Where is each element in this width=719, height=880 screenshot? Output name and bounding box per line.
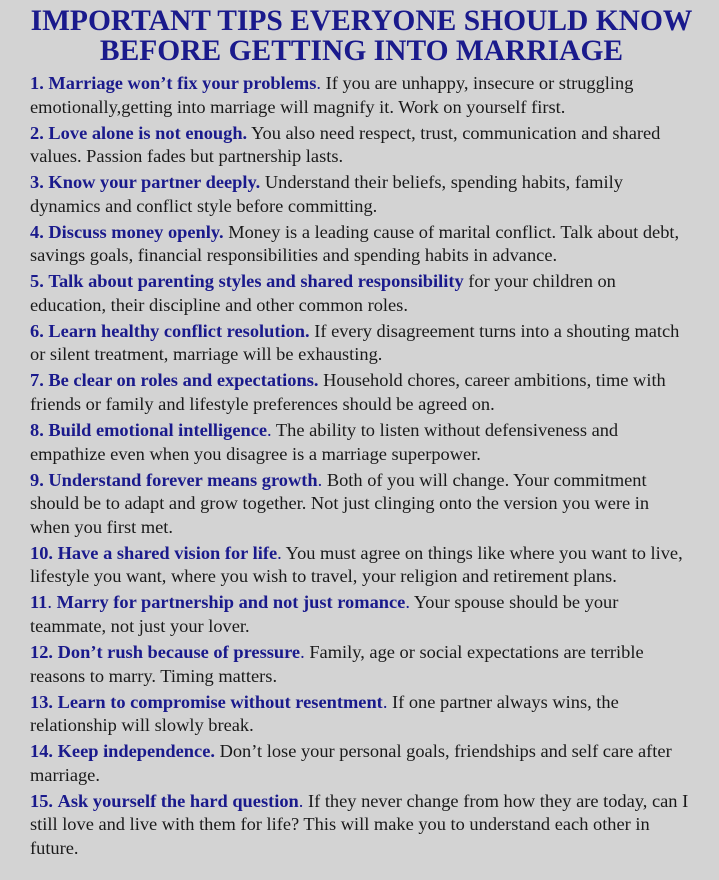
tip-heading: Discuss money openly. (48, 221, 224, 242)
tip-heading-period: . (267, 420, 272, 441)
tip-item (30, 171, 693, 218)
tip-heading-period: . (316, 73, 322, 93)
tip-number: 1. (30, 73, 44, 93)
tip-heading: Marry for partnership and not just romance (56, 592, 406, 613)
tip-body: Don’t lose your personal goals, friendships and self care after marriage. (30, 741, 672, 785)
tip-heading: Have a shared vision for life (57, 542, 278, 563)
tip-number: 12. (30, 641, 53, 662)
tip-number: 8. (30, 420, 44, 441)
tip-item (30, 369, 693, 416)
tips-list (30, 72, 693, 860)
tip-heading-period: . (300, 641, 305, 662)
tip-item (30, 691, 693, 738)
tip-item (30, 221, 693, 268)
tip-heading: Keep independence. (57, 741, 215, 762)
tip-body: You must agree on things like where you want to live, lifestyle you want, where you wish to travel, your religion and retirement plans. (30, 542, 683, 587)
tip-heading: Learn healthy conflict resolution. (48, 320, 310, 341)
tip-number: 11 (30, 592, 48, 613)
tip-item (30, 419, 693, 466)
tip-heading-period: . (405, 592, 410, 613)
tip-body: If every disagreement turns into a shouting match or silent treatment, marriage will be exhausting. (30, 320, 680, 365)
tip-number: 14. (30, 741, 53, 762)
tip-heading: Love alone is not enough. (48, 122, 248, 143)
tip-heading: Marriage won’t fix your problems (48, 73, 317, 93)
tip-item (30, 320, 693, 367)
tip-body: Your spouse should be your teammate, not just your lover. (30, 592, 619, 636)
tip-heading: Know your partner deeply. (48, 172, 261, 193)
tip-heading-period: . (277, 542, 282, 563)
tip-heading: Ask yourself the hard question (57, 790, 299, 811)
tip-item (30, 740, 693, 787)
tip-body: for your children on education, their discipline and other common roles. (30, 271, 616, 315)
title-line-1: IMPORTANT TIPS EVERYONE SHOULD KNOW (30, 5, 693, 37)
tip-body: If you are unhappy, insecure or struggling emotionally,getting into marriage will magnify it. Work on yourself first. (30, 73, 634, 117)
tip-number: 13. (30, 691, 53, 712)
tip-item (30, 790, 693, 861)
tip-heading: Talk about parenting styles and shared responsibility (48, 271, 464, 292)
tip-body: If they never change from how they are today, can I still love and live with them for life? This will make you to understand each other in future. (30, 790, 689, 858)
tip-heading-period: . (317, 469, 323, 490)
tip-body: Household chores, career ambitions, time with friends or family and lifestyle preferences should be agreed on. (30, 370, 666, 415)
tip-item (30, 270, 693, 317)
tip-item (30, 72, 693, 119)
tip-heading: Be clear on roles and expectations. (48, 370, 319, 391)
tip-number: 7. (30, 370, 44, 391)
tip-number: 3. (30, 172, 44, 193)
tip-heading: Understand forever means growth (48, 469, 318, 490)
tip-number-separator: . (47, 592, 57, 613)
tip-body: Understand their beliefs, spending habits, family dynamics and conflict style before committing. (30, 172, 623, 216)
tip-heading: Learn to compromise without resentment (57, 691, 383, 712)
tip-number: 6. (30, 320, 44, 341)
tip-heading: Build emotional intelligence (48, 420, 268, 441)
tip-item (30, 591, 693, 638)
tip-body: Both of you will change. Your commitment should be to adapt and grow together. Not just clinging onto the version you were in when you first met. (30, 469, 650, 537)
tip-number: 5. (30, 271, 44, 292)
tip-number: 4. (30, 221, 44, 242)
tip-body: You also need respect, trust, communication and shared values. Passion fades but partnership lasts. (30, 122, 661, 167)
tip-item (30, 641, 693, 688)
tip-heading: Don’t rush because of pressure (57, 641, 301, 662)
poster-title (30, 6, 693, 66)
tip-item (30, 122, 693, 169)
tip-number: 10. (30, 542, 53, 563)
tip-item (30, 542, 693, 589)
tip-number: 2. (30, 122, 44, 143)
tip-item (30, 469, 693, 540)
tip-number: 9. (30, 469, 44, 490)
tip-body: The ability to listen without defensiveness and empathize even when you disagree is a marriage superpower. (30, 420, 619, 464)
tip-heading-period: . (298, 790, 304, 811)
tip-number: 15. (30, 790, 53, 811)
tip-body: Family, age or social expectations are terrible reasons to marry. Timing matters. (30, 641, 644, 686)
tip-heading-period: . (382, 691, 388, 712)
title-line-2: BEFORE GETTING INTO MARRIAGE (99, 35, 624, 67)
tip-body: Money is a leading cause of marital conflict. Talk about debt, savings goals, financial responsibilities and spending habits in advance. (30, 221, 680, 266)
tip-body: If one partner always wins, the relationship will slowly break. (30, 691, 619, 736)
